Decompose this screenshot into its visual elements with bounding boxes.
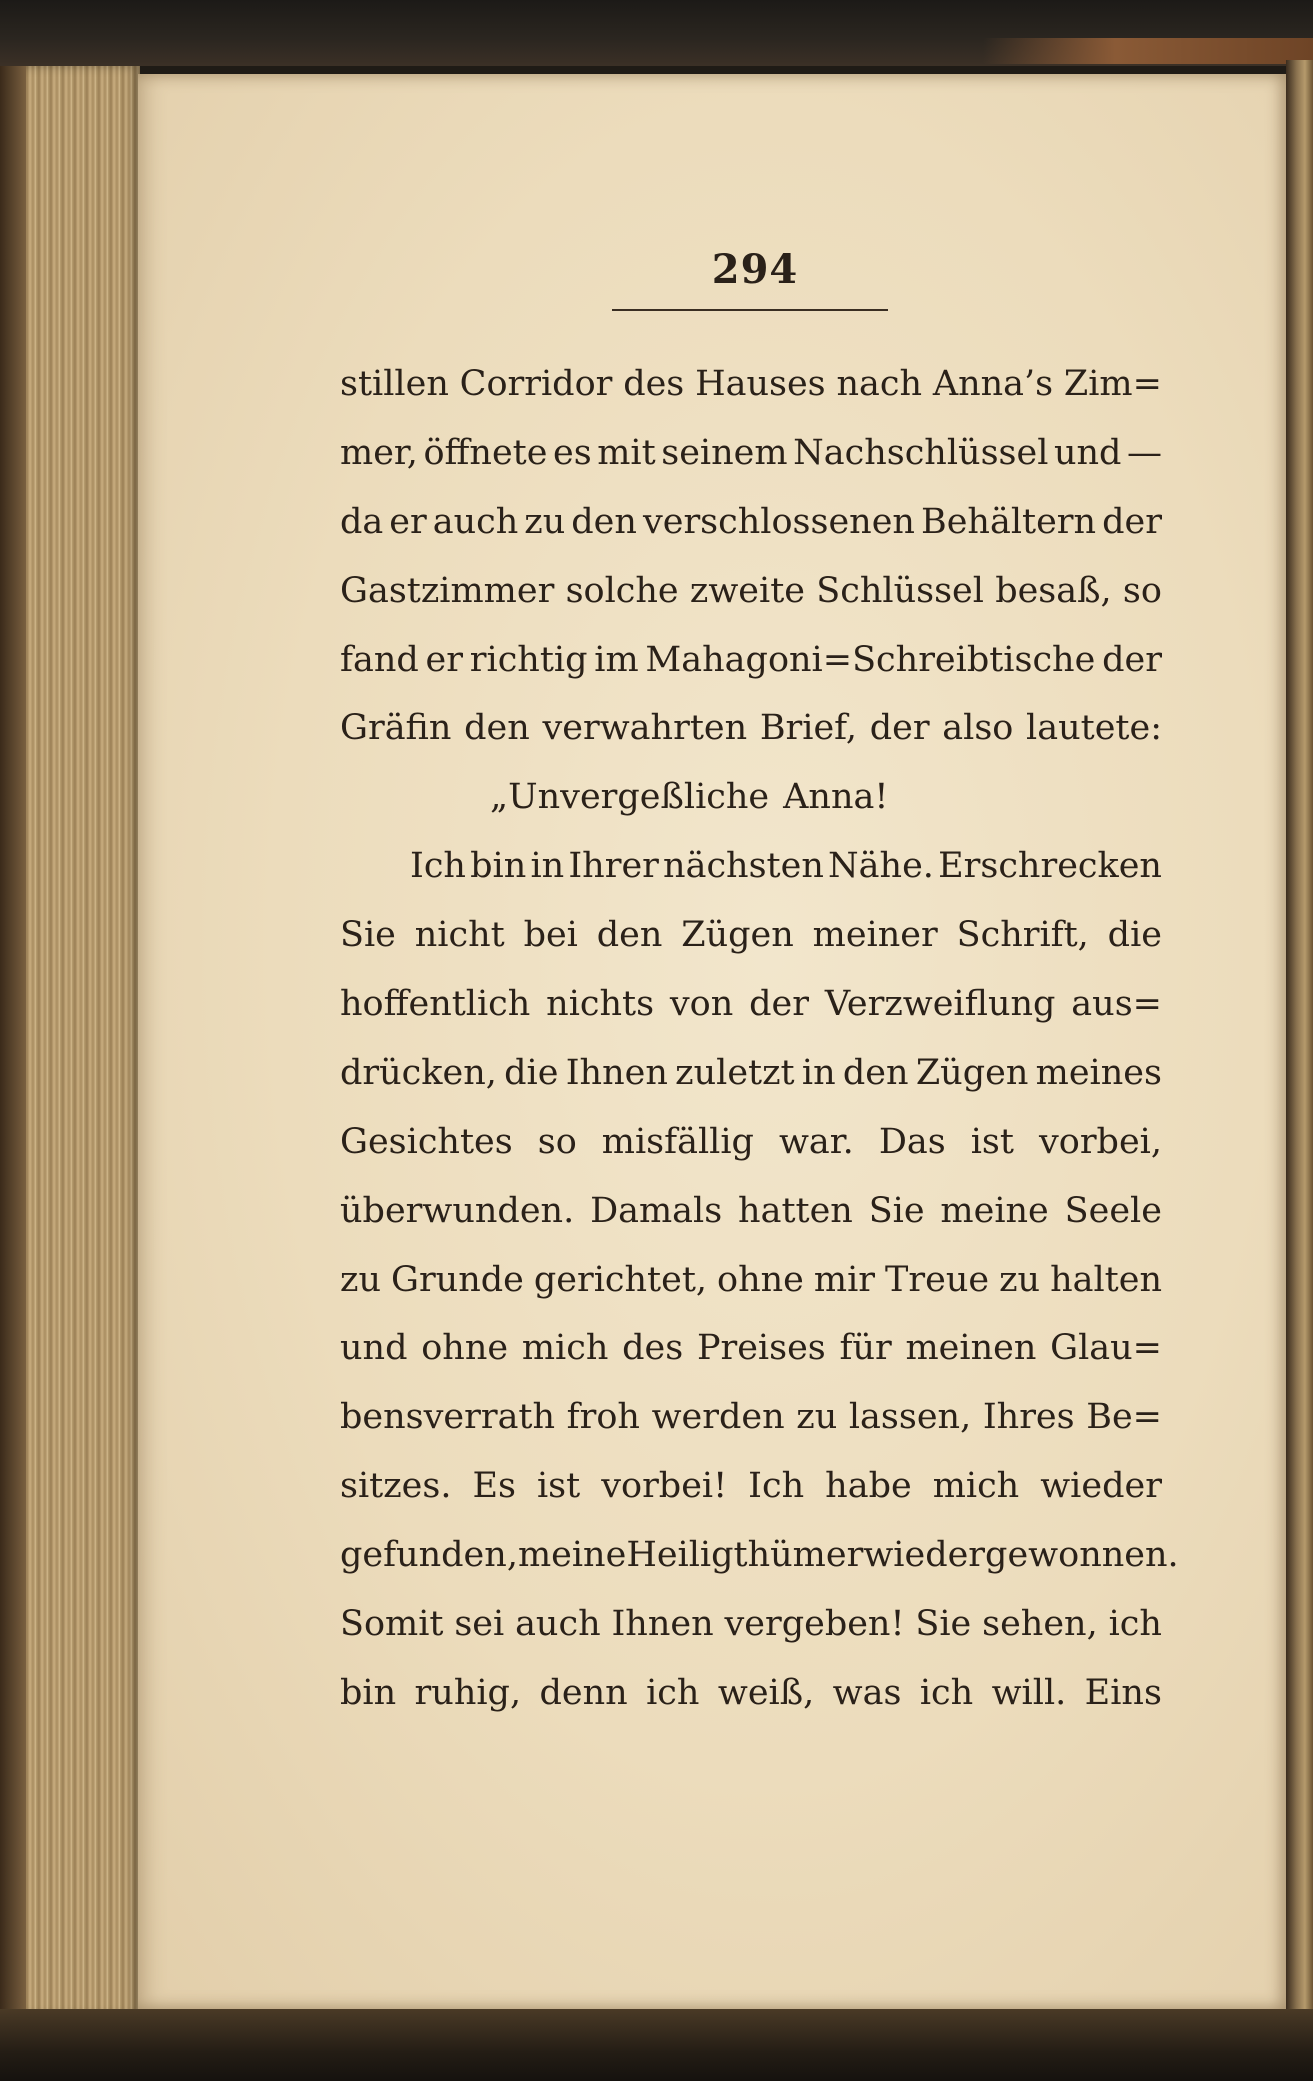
book-right-edge [1286, 60, 1313, 2020]
scan-bottom-border [0, 2009, 1313, 2081]
text-line: stillen Corridor des Hauses nach Anna’s Zim= [340, 364, 1162, 404]
text-line: zu Grunde gerichtet, ohne mir Treue zu halten [340, 1259, 1162, 1300]
text-line: Somit sei auch Ihnen vergeben! Sie sehen, ich [340, 1604, 1162, 1645]
text-line: Sie nicht bei den Zügen meiner Schrift, die [340, 915, 1162, 956]
stacked-page-edges [0, 66, 140, 2016]
text-line: bensverrath froh werden zu lassen, Ihres Be= [340, 1397, 1162, 1438]
text-line: da er auch zu den verschlossenen Behältern der [340, 501, 1162, 542]
text-line: überwunden. Damals hatten Sie meine Seele [340, 1190, 1162, 1231]
text-line: bin ruhig, denn ich weiß, was ich will. Eins [340, 1672, 1162, 1713]
text-line: sitzes. Es ist vorbei! Ich habe mich wieder [340, 1466, 1162, 1507]
text-line: mer, öffnete es mit seinem Nachschlüssel und — [340, 432, 1162, 473]
letter-salutation: „Unvergeßliche Anna! [490, 777, 889, 818]
text-line: fand er richtig im Mahagoni=Schreibtische der [340, 639, 1162, 680]
page-number: 294 [711, 246, 799, 293]
scan-top-border [0, 0, 1313, 66]
header-rule [612, 309, 888, 311]
text-line: gefunden, meine Heiligthümer wieder gewonnen. [340, 1535, 1179, 1576]
text-line: und ohne mich des Preises für meinen Glau= [340, 1328, 1162, 1369]
text-line: hoffentlich nichts von der Verzweiflung aus= [340, 984, 1162, 1025]
body-text [340, 350, 1179, 1728]
text-line: drücken, die Ihnen zuletzt in den Zügen meines [340, 1052, 1162, 1093]
text-line: Gräfin den verwahrten Brief, der also lautete: [340, 708, 1162, 749]
text-line: Gesichtes so misfällig war. Das ist vorbei, [340, 1121, 1162, 1162]
text-line: Gastzimmer solche zweite Schlüssel besaß, so [340, 570, 1162, 611]
text-line: Ich bin in Ihrer nächsten Nähe. Erschrecken [410, 846, 1162, 887]
